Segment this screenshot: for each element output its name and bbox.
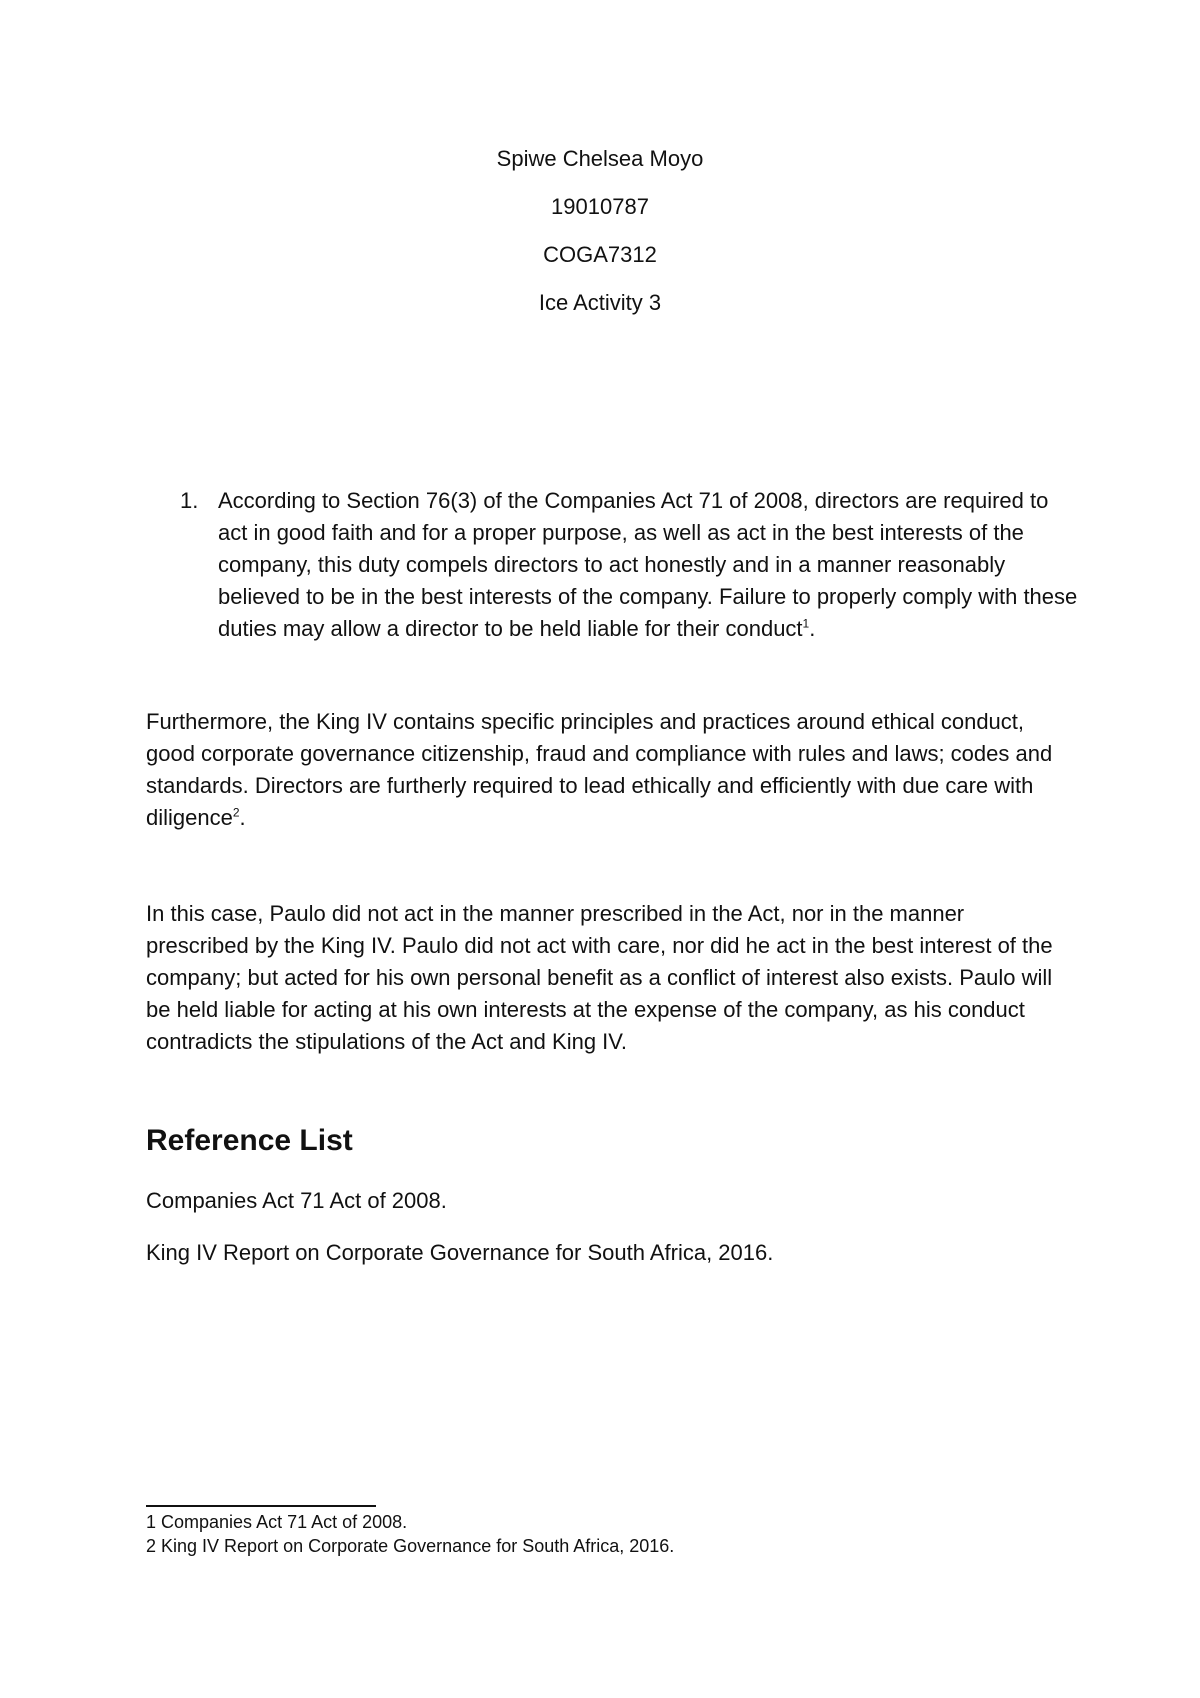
student-number: 19010787 [551,194,649,219]
title-block [0,146,1200,338]
footnote-ref: 1 [802,616,810,631]
author-name: Spiwe Chelsea Moyo [496,146,704,171]
paragraph-conclusion: In this case, Paulo did not act in the manner prescribed in the Act, nor in the manner prescribed by the King IV. Paulo did not act with care, nor did he act in the best interest of the company; but acted for his own personal benefit as a conflict of interest also exists. Paulo will be held liable for acting at his own interests at the expense of the company, as his conduct contradicts the stipulations of the Act and King IV. [146,901,1053,1054]
module-code: COGA7312 [543,242,657,267]
list-item-body: According to Section 76(3) of the Companies Act 71 of 2008, directors are required to act in good faith and for a proper purpose, as well as act in the best interests of the company, this duty compels directors to act honestly and in a manner reasonably believed to be in the best interests of the company. Failure to properly comply with these duties may allow a director to be held liable for their conduct [218,488,1078,641]
paragraph-king-iv [146,706,1066,834]
list-item-text [218,485,1080,645]
sentence-end: . [239,805,246,830]
paragraph-body: Furthermore, the King IV contains specific principles and practices around ethical conduct, good corporate governance citizenship, fraud and compliance with rules and laws; codes and standards. Directors are furtherly required to lead ethically and efficiently with due care with diligence [146,709,1053,830]
activity-title: Ice Activity 3 [538,290,662,315]
footnotes [146,1510,674,1558]
footnote: 1 Companies Act 71 Act of 2008. [146,1512,408,1532]
footnote: 2 King IV Report on Corporate Governance for South Africa, 2016. [146,1536,675,1556]
footnote-separator [146,1505,376,1507]
reference-item: Companies Act 71 Act of 2008. [146,1188,447,1213]
reference-item: King IV Report on Corporate Governance for South Africa, 2016. [146,1240,774,1265]
sentence-end: . [809,616,816,641]
list-number: 1. [180,488,199,513]
reference-list-heading: Reference List [146,1124,353,1157]
footnote-ref: 2 [232,805,240,820]
numbered-list-item [180,485,1080,645]
